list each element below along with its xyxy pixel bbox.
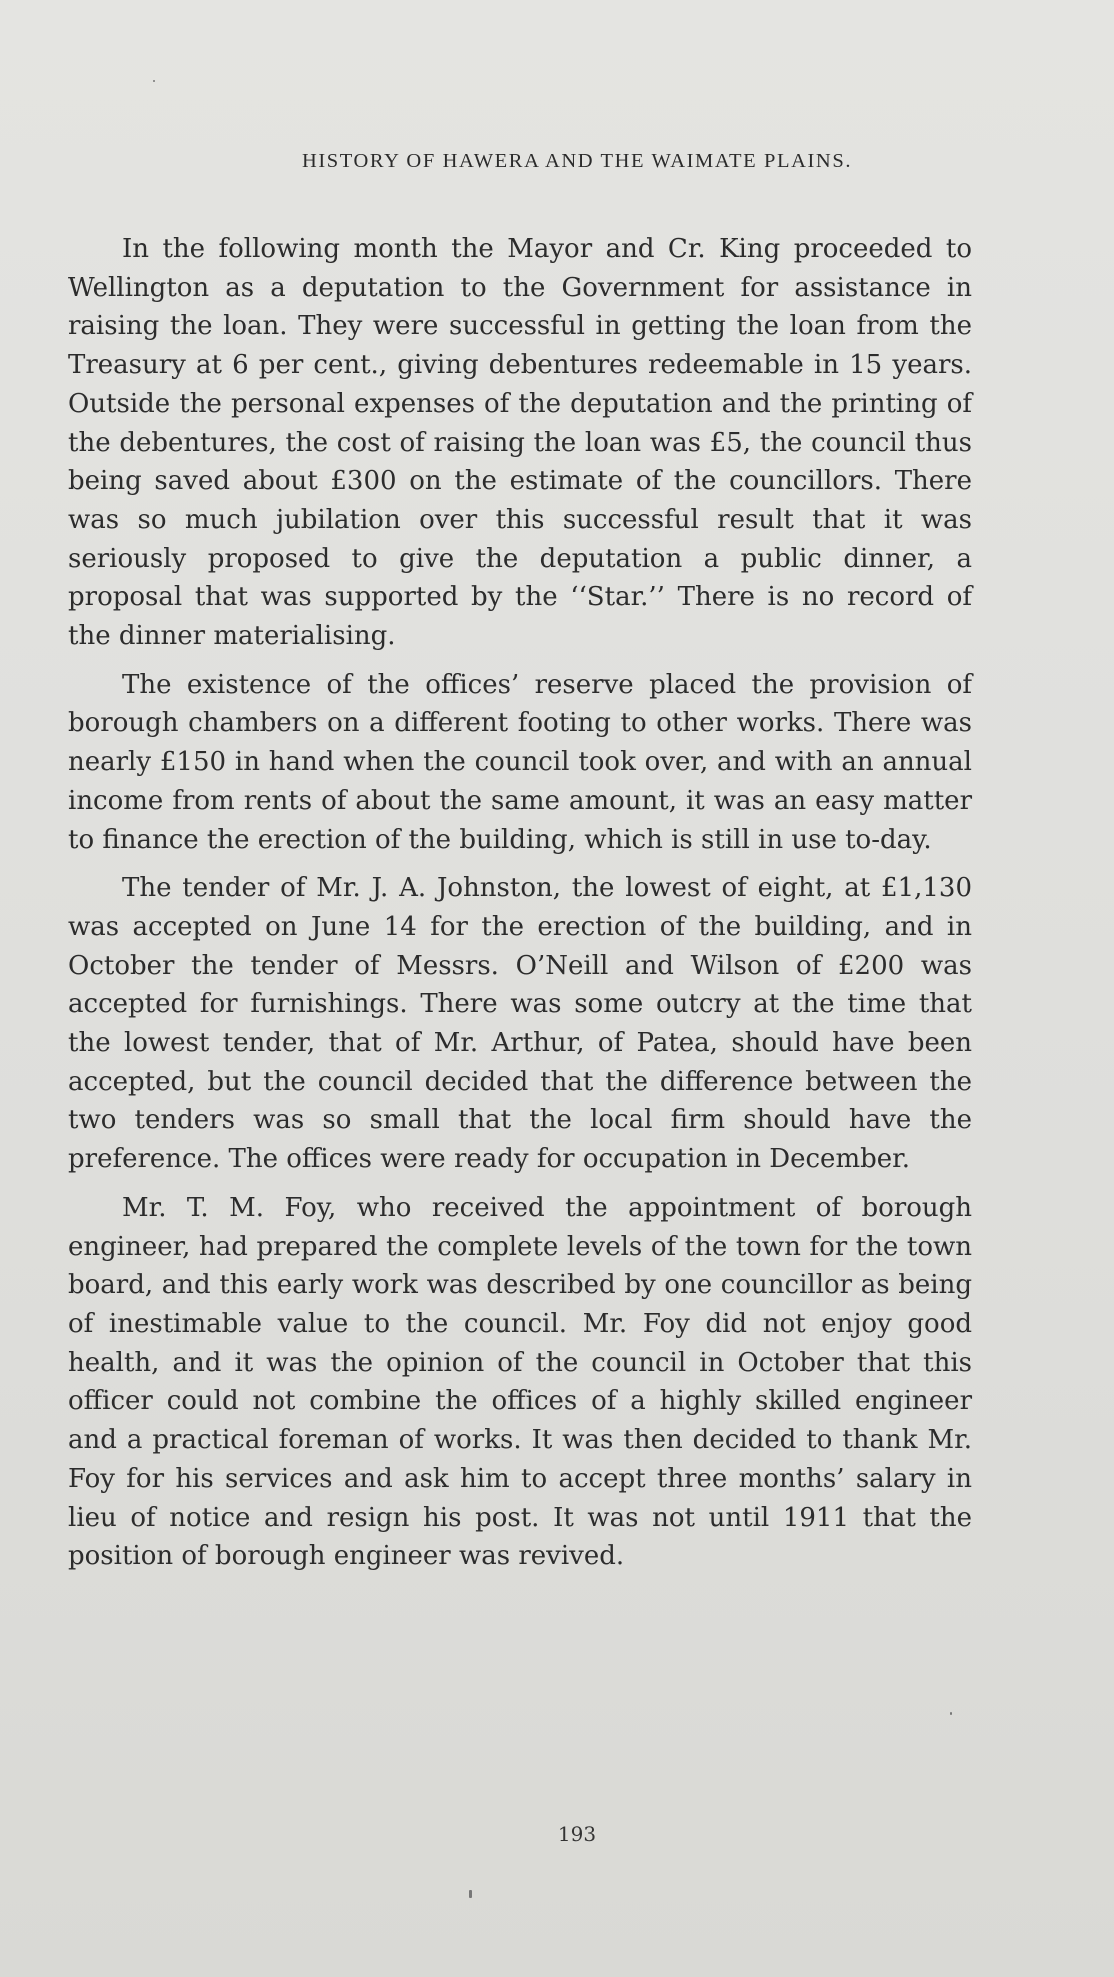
paragraph-offices-reserve: The existence of the offices’ reserve placed the provision of borough chambers on a different footing to other works. There was nearly £150 in hand when the council took over, and with an annual income from rents of about the same amount, it was an easy matter to finance the erection of the building, which is still in use to-day. — [68, 669, 972, 855]
paragraph-borough-engineer: Mr. T. M. Foy, who received the appointment of borough engineer, had prepared the complete levels of the town for the town board, and this early work was described by one councillor as being of inestimable value to the council. Mr. Foy did not enjoy good health, and it was the opinion of the council in October that this officer could not combine the offices of a highly skilled engineer and a practical foreman of works. It was then decided to thank Mr. Foy for his services and ask him to accept three months’ salary in lieu of notice and resign his post. It was not until 1911 that the position of borough engineer was revived. — [68, 1192, 972, 1572]
paper-speck — [153, 80, 155, 82]
paragraph-loan-deputation: In the following month the Mayor and Cr. King proceeded to Wellington as a deputation to the Government for assistance in raising the loan. They were successful in getting the loan from the Treasury at 6 per cent., giving debentures redeemable in 15 years. Outside the personal expenses of the deputation and the printing of the debentures, the cost of raising the loan was £5, the council thus being saved about £300 on the estimate of the councillors. There was so much jubilation over this successful result that it was seriously proposed to give the deputation a public dinner, a proposal that was supported by the ‘‘Star.’’ There is no record of the dinner materialising. — [68, 234, 972, 652]
paper-speck — [950, 1712, 952, 1715]
body-text — [68, 230, 972, 1586]
running-head: HISTORY OF HAWERA AND THE WAIMATE PLAINS. — [301, 150, 853, 172]
paragraph-tender: The tender of Mr. J. A. Johnston, the lowest of eight, at £1,130 was accepted on June 14 for the erection of the building, and in October the tender of Messrs. O’Neill and Wilson of £200 was accepted for furnishings. There was some outcry at the time that the lowest tender, that of Mr. Arthur, of Patea, should have been accepted, but the council decided that the difference between the two tenders was so small that the local firm should have the preference. The offices were ready for occupation in December. — [68, 873, 972, 1175]
page-number: 193 — [557, 1822, 597, 1846]
paper-speck — [469, 1890, 472, 1898]
